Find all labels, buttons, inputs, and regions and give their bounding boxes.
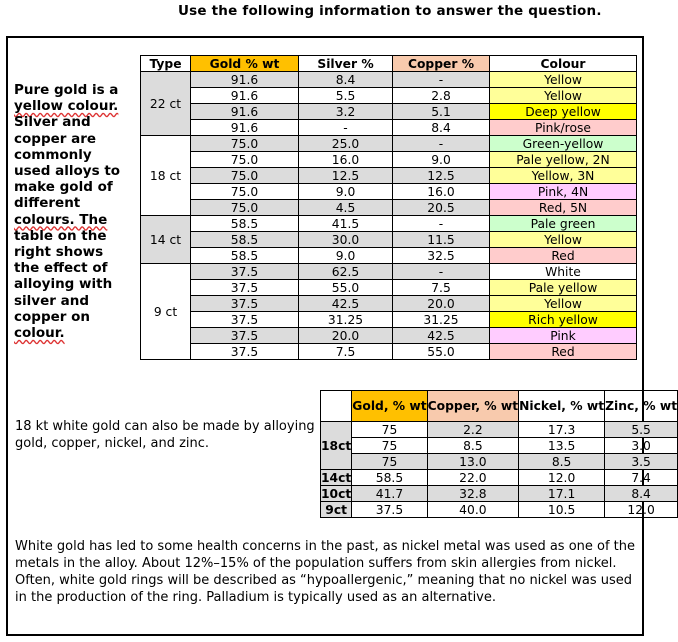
table-row (321, 422, 678, 438)
table-row (141, 248, 637, 264)
table-row (141, 120, 637, 136)
zinc-cell: 12.0 (605, 502, 678, 518)
gold-cell: 75.0 (191, 136, 299, 152)
type-cell: 9 ct (141, 264, 191, 360)
colour-cell: Rich yellow (490, 312, 637, 328)
copper-cell: 5.1 (393, 104, 490, 120)
silver-cell: 42.5 (299, 296, 393, 312)
copper-cell: 20.0 (393, 296, 490, 312)
silver-cell: 9.0 (299, 184, 393, 200)
intro-line: copper on (14, 308, 91, 325)
intro-line: used alloys to (14, 163, 121, 180)
colour-cell: Green-yellow (490, 136, 637, 152)
table-row (141, 280, 637, 296)
nickel-cell: 17.1 (519, 486, 605, 502)
gold-cell: 37.5 (191, 328, 299, 344)
table-row (321, 486, 678, 502)
nickel-cell: 12.0 (519, 470, 605, 486)
table-row (141, 152, 637, 168)
colour-cell: Yellow (490, 88, 637, 104)
intro-line: copper are (14, 130, 97, 147)
intro-paragraph (14, 82, 132, 341)
copper-cell: 11.5 (393, 232, 490, 248)
header-silver: Silver % (299, 56, 393, 72)
header-copper: Copper, % wt (427, 391, 518, 422)
nickel-allergy-paragraph: White gold has led to some health concerns in the past, as nickel metal was used as one of the metals in the alloy. About 12%–15% of the population suffers from skin allergies from nickel. Often, white gold rings will be described as “hypoallergenic,” meaning that no nickel was used in the production of the ring. Palladium is typically used as an alternative. (15, 539, 636, 605)
silver-cell: 16.0 (299, 152, 393, 168)
intro-line: commonly (14, 146, 92, 163)
silver-cell: - (299, 120, 393, 136)
header-copper: Copper % (393, 56, 490, 72)
table-row (141, 264, 637, 280)
copper-cell: - (393, 136, 490, 152)
gold-cell: 37.5 (191, 312, 299, 328)
nickel-cell: 8.5 (519, 454, 605, 470)
colour-cell: Pink/rose (490, 120, 637, 136)
header-type: Type (141, 56, 191, 72)
intro-line: right shows (14, 244, 104, 261)
intro-line: silver and (14, 292, 89, 309)
copper-cell: 2.8 (393, 88, 490, 104)
nickel-cell: 10.5 (519, 502, 605, 518)
silver-cell: 5.5 (299, 88, 393, 104)
table-row (141, 72, 637, 88)
colour-cell: Pale yellow, 2N (490, 152, 637, 168)
silver-cell: 8.4 (299, 72, 393, 88)
header-gold: Gold % wt (191, 56, 299, 72)
copper-cell: 9.0 (393, 152, 490, 168)
white-gold-note: 18 kt white gold can also be made by alloying gold, copper, nickel, and zinc. (15, 419, 315, 451)
table-row (141, 344, 637, 360)
copper-cell: 40.0 (427, 502, 518, 518)
table-row (141, 216, 637, 232)
intro-line: make gold of (14, 179, 113, 196)
gold-cell: 37.5 (191, 344, 299, 360)
zinc-cell: 5.5 (605, 422, 678, 438)
copper-cell: 12.5 (393, 168, 490, 184)
silver-cell: 9.0 (299, 248, 393, 264)
silver-cell: 31.25 (299, 312, 393, 328)
zinc-cell: 7.4 (605, 470, 678, 486)
gold-cell: 91.6 (191, 72, 299, 88)
gold-cell: 58.5 (191, 216, 299, 232)
table-row (141, 200, 637, 216)
colour-cell: Red, 5N (490, 200, 637, 216)
table-row (141, 136, 637, 152)
table-row (321, 438, 678, 454)
colour-cell: Yellow (490, 232, 637, 248)
gold-cell: 58.5 (352, 470, 427, 486)
table-row (141, 168, 637, 184)
table-row (141, 184, 637, 200)
gold-cell: 75.0 (191, 168, 299, 184)
type-cell: 22 ct (141, 72, 191, 136)
copper-cell: 22.0 (427, 470, 518, 486)
copper-cell: 16.0 (393, 184, 490, 200)
copper-cell: - (393, 264, 490, 280)
copper-cell: 8.4 (393, 120, 490, 136)
copper-cell: 7.5 (393, 280, 490, 296)
gold-cell: 41.7 (352, 486, 427, 502)
zinc-cell: 3.0 (605, 438, 678, 454)
table-row (141, 104, 637, 120)
header-zinc: Zinc, % wt (605, 391, 678, 422)
gold-cell: 91.6 (191, 120, 299, 136)
header-colour: Colour (490, 56, 637, 72)
karat-label: 10ct (321, 486, 352, 501)
table-row (321, 470, 678, 486)
table-row (321, 454, 678, 470)
gold-cell: 91.6 (191, 88, 299, 104)
white-gold-table (320, 390, 678, 518)
colour-cell: Yellow (490, 296, 637, 312)
corner-cell (321, 391, 352, 422)
table-row (141, 328, 637, 344)
silver-cell: 4.5 (299, 200, 393, 216)
copper-cell: - (393, 72, 490, 88)
copper-cell: 8.5 (427, 438, 518, 454)
table-row (141, 312, 637, 328)
copper-cell: 42.5 (393, 328, 490, 344)
intro-line: Pure gold is a (14, 82, 119, 98)
copper-cell: 32.8 (427, 486, 518, 502)
header-gold: Gold, % wt (352, 391, 427, 422)
silver-cell: 55.0 (299, 280, 393, 296)
gold-cell: 37.5 (352, 502, 427, 518)
silver-cell: 62.5 (299, 264, 393, 280)
gold-cell: 58.5 (191, 248, 299, 264)
gold-cell: 37.5 (191, 296, 299, 312)
gold-cell: 37.5 (191, 280, 299, 296)
copper-cell: 2.2 (427, 422, 518, 438)
gold-cell: 75 (352, 422, 427, 438)
copper-cell: 55.0 (393, 344, 490, 360)
copper-cell: 32.5 (393, 248, 490, 264)
intro-line: Silver and (14, 114, 91, 131)
gold-cell: 37.5 (191, 264, 299, 280)
colour-cell: Pale yellow (490, 280, 637, 296)
colour-cell: Pink (490, 328, 637, 344)
silver-cell: 7.5 (299, 344, 393, 360)
gold-cell: 58.5 (191, 232, 299, 248)
karat-label: 18ct (321, 422, 352, 470)
table-row (321, 502, 678, 518)
karat-label: 9ct (321, 502, 352, 518)
colour-cell: White (490, 264, 637, 280)
colour-cell: Yellow, 3N (490, 168, 637, 184)
intro-line: yellow colour. (14, 98, 119, 115)
karat-label: 14ct (321, 470, 352, 485)
colour-cell: Red (490, 248, 637, 264)
gold-cell: 75 (352, 438, 427, 454)
colour-cell: Pale green (490, 216, 637, 232)
silver-cell: 25.0 (299, 136, 393, 152)
silver-cell: 41.5 (299, 216, 393, 232)
colour-cell: Deep yellow (490, 104, 637, 120)
colour-cell: Red (490, 344, 637, 360)
intro-line: colour. (14, 325, 65, 342)
colour-cell: Pink, 4N (490, 184, 637, 200)
intro-line: table on the (14, 227, 107, 244)
gold-cell: 75.0 (191, 184, 299, 200)
intro-line: colours. The (14, 211, 108, 228)
intro-line: the effect of (14, 260, 108, 277)
gold-cell: 75 (352, 454, 427, 470)
header-nickel: Nickel, % wt (519, 391, 605, 422)
silver-cell: 3.2 (299, 104, 393, 120)
nickel-cell: 13.5 (519, 438, 605, 454)
intro-line: alloying with (14, 276, 113, 293)
table-row (141, 232, 637, 248)
instruction-header: Use the following information to answer the question. (178, 3, 602, 19)
gold-cell: 75.0 (191, 200, 299, 216)
table-row (141, 296, 637, 312)
nickel-cell: 17.3 (519, 422, 605, 438)
type-cell: 18 ct (141, 136, 191, 216)
table-row (141, 88, 637, 104)
intro-line: different (14, 195, 81, 212)
silver-cell: 30.0 (299, 232, 393, 248)
gold-colour-table (140, 55, 637, 360)
copper-cell: 31.25 (393, 312, 490, 328)
zinc-cell: 3.5 (605, 454, 678, 470)
silver-cell: 20.0 (299, 328, 393, 344)
copper-cell: 20.5 (393, 200, 490, 216)
gold-cell: 91.6 (191, 104, 299, 120)
gold-cell: 75.0 (191, 152, 299, 168)
silver-cell: 12.5 (299, 168, 393, 184)
type-cell: 14 ct (141, 216, 191, 264)
copper-cell: 13.0 (427, 454, 518, 470)
zinc-cell: 8.4 (605, 486, 678, 502)
colour-cell: Yellow (490, 72, 637, 88)
copper-cell: - (393, 216, 490, 232)
